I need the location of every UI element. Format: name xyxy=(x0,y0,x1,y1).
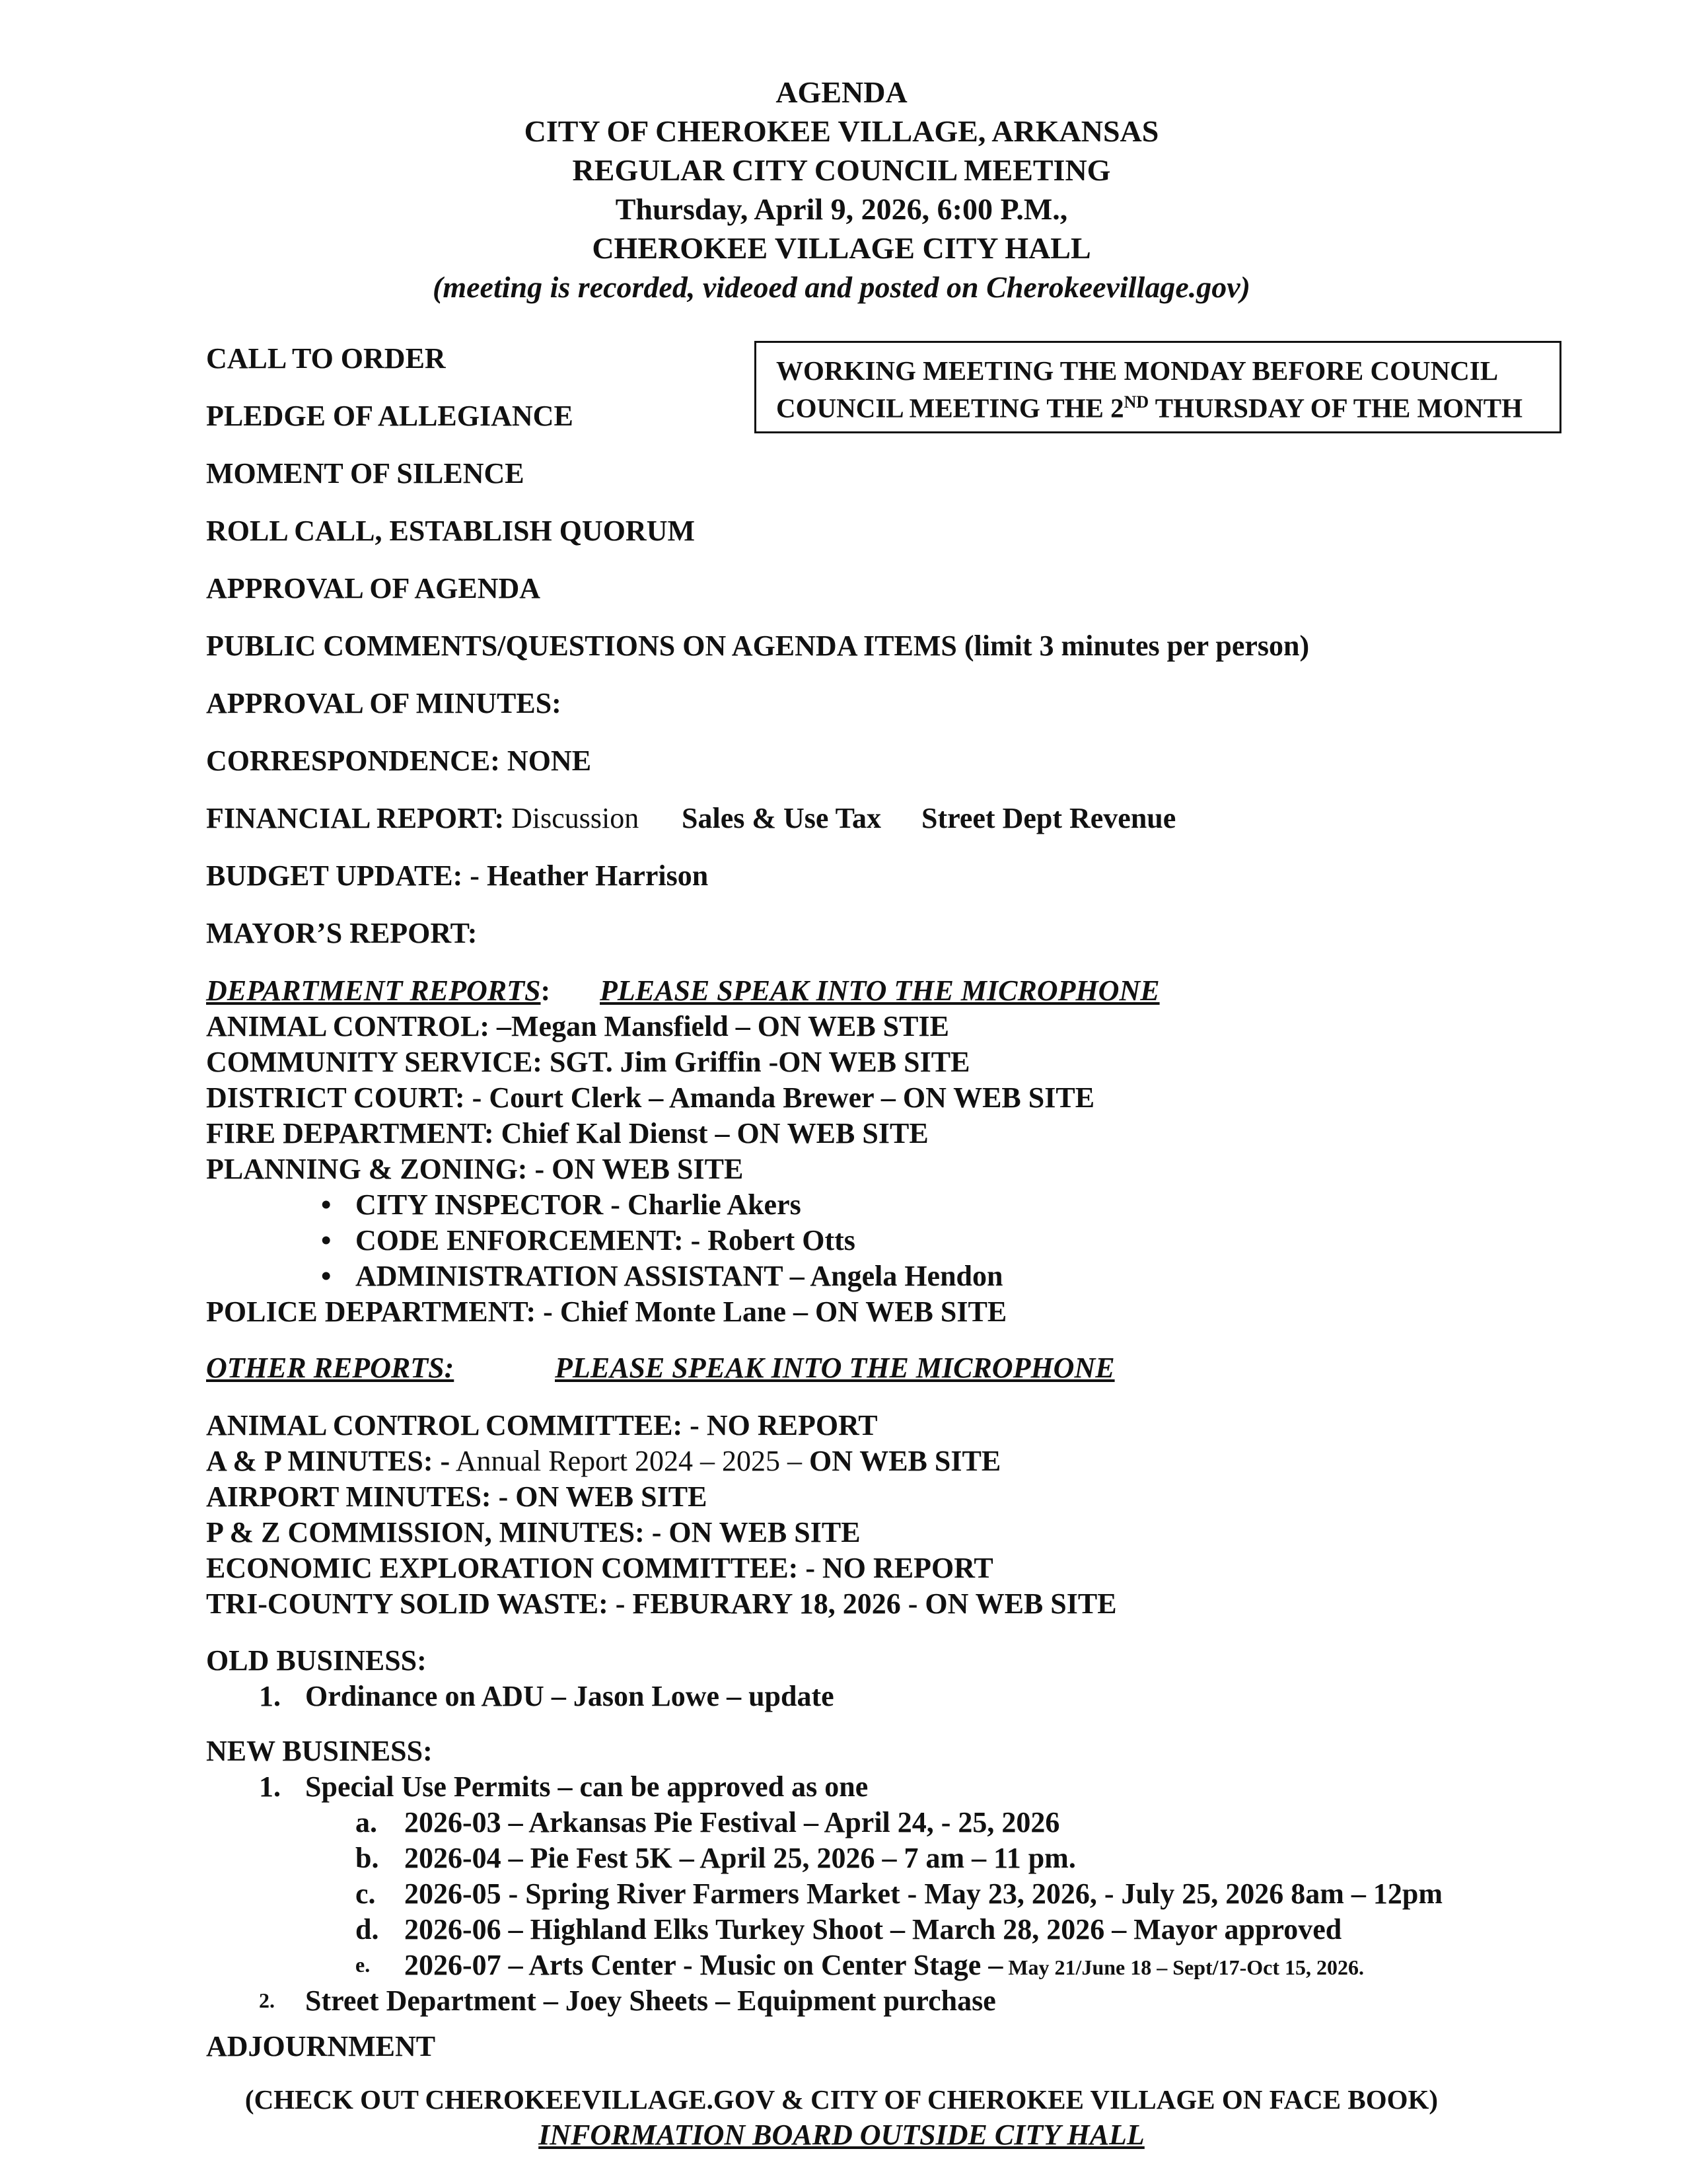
new-business-item-1: Special Use Permits – can be approved as one xyxy=(305,1770,869,1803)
sub-item-letter: d. xyxy=(355,1913,379,1946)
sub-item-letter: c. xyxy=(355,1877,376,1910)
correspondence: CORRESPONDENCE: NONE xyxy=(206,745,592,777)
schedule-line-2: COUNCIL MEETING THE 2ND THURSDAY OF THE MONTH xyxy=(776,392,1522,423)
sub-item: 2026-07 – Arts Center - Music on Center Stage – May 21/June 18 – Sept/17-Oct 15, 2026. xyxy=(404,1949,1364,1981)
animal-control-report: ANIMAL CONTROL: –Megan Mansfield – ON WEB STIE xyxy=(206,1010,949,1042)
airport-minutes: AIRPORT MINUTES: - ON WEB SITE xyxy=(206,1480,707,1513)
public-comments: PUBLIC COMMENTS/QUESTIONS ON AGENDA ITEMS (limit 3 minutes per person) xyxy=(206,630,1310,662)
old-business-number: 1. xyxy=(259,1680,281,1712)
old-business-item: Ordinance on ADU – Jason Lowe – update xyxy=(305,1680,834,1712)
new-business-number-1: 1. xyxy=(259,1770,281,1803)
bullet-icon: • xyxy=(321,1224,332,1256)
pz-commission-minutes: P & Z COMMISSION, MINUTES: - ON WEB SITE xyxy=(206,1516,861,1548)
approval-of-minutes: APPROVAL OF MINUTES: xyxy=(206,687,561,719)
footer-check-out: (CHECK OUT CHEROKEEVILLAGE.GOV & CITY OF CHEROKEE VILLAGE ON FACE BOOK) xyxy=(244,2084,1439,2115)
adjournment: ADJOURNMENT xyxy=(206,2030,436,2062)
list-item: • CODE ENFORCEMENT: - Robert Otts xyxy=(321,1224,855,1256)
mayors-report: MAYOR’S REPORT: xyxy=(206,917,478,949)
police-department-report: POLICE DEPARTMENT: - Chief Monte Lane – ON WEB SITE xyxy=(206,1295,1007,1328)
schedule-notice-box xyxy=(754,341,1561,433)
list-item: • CITY INSPECTOR - Charlie Akers xyxy=(321,1188,801,1221)
sub-item-letter: e. xyxy=(355,1953,371,1977)
financial-sales-tax: Sales & Use Tax xyxy=(682,802,881,834)
economic-exploration-committee: ECONOMIC EXPLORATION COMMITTEE: - NO REPORT xyxy=(206,1552,993,1584)
animal-control-committee: ANIMAL CONTROL COMMITTEE: - NO REPORT xyxy=(206,1409,878,1441)
recording-note: (meeting is recorded, videoed and posted on Cherokeevillage.gov) xyxy=(433,270,1250,304)
department-speak-note: PLEASE SPEAK INTO THE MICROPHONE xyxy=(600,974,1160,1007)
footer-information-board: INFORMATION BOARD OUTSIDE CITY HALL xyxy=(538,2119,1145,2151)
tri-county-solid-waste: TRI-COUNTY SOLID WASTE: - FEBURARY 18, 2026 - ON WEB SITE xyxy=(206,1587,1117,1620)
sub-item: 2026-04 – Pie Fest 5K – April 25, 2026 – 7 am – 11 pm. xyxy=(404,1842,1076,1874)
department-reports-heading: DEPARTMENT REPORTS: xyxy=(206,974,551,1007)
planning-zoning-report: PLANNING & ZONING: - ON WEB SITE xyxy=(206,1153,744,1185)
agenda-header xyxy=(0,73,1683,307)
other-reports-heading: OTHER REPORTS: xyxy=(206,1352,454,1384)
new-business-number-2: 2. xyxy=(259,1988,275,2012)
district-court-report: DISTRICT COURT: - Court Clerk – Amanda Brewer – ON WEB SITE xyxy=(206,1081,1095,1114)
ap-minutes: A & P MINUTES: - Annual Report 2024 – 2025 – ON WEB SITE xyxy=(206,1445,1001,1477)
financial-discussion: Discussion xyxy=(504,802,639,834)
city-name: CITY OF CHEROKEE VILLAGE, ARKANSAS xyxy=(524,114,1159,148)
financial-street-revenue: Street Dept Revenue xyxy=(921,802,1176,834)
approval-of-agenda: APPROVAL OF AGENDA xyxy=(206,572,541,604)
agenda-title: AGENDA xyxy=(775,75,908,109)
sub-item-letter: b. xyxy=(355,1842,379,1874)
pledge-of-allegiance: PLEDGE OF ALLEGIANCE xyxy=(206,400,573,432)
new-business-heading: NEW BUSINESS: xyxy=(206,1735,433,1767)
other-speak-note: PLEASE SPEAK INTO THE MICROPHONE xyxy=(555,1352,1115,1384)
fire-department-report: FIRE DEPARTMENT: Chief Kal Dienst – ON WEB SITE xyxy=(206,1117,929,1149)
sub-item-letter: a. xyxy=(355,1806,377,1838)
call-to-order: CALL TO ORDER xyxy=(206,342,446,375)
sub-item: 2026-06 – Highland Elks Turkey Shoot – March 28, 2026 – Mayor approved xyxy=(404,1913,1342,1946)
sub-item: 2026-05 - Spring River Farmers Market - May 23, 2026, - July 25, 2026 8am – 12pm xyxy=(404,1877,1443,1910)
meeting-type: REGULAR CITY COUNCIL MEETING xyxy=(572,153,1111,187)
list-item: • ADMINISTRATION ASSISTANT – Angela Hendon xyxy=(321,1260,1003,1292)
new-business-item-2: Street Department – Joey Sheets – Equipment purchase xyxy=(305,1984,996,2017)
financial-report-label: FINANCIAL REPORT: xyxy=(206,802,505,834)
old-business-heading: OLD BUSINESS: xyxy=(206,1644,427,1677)
schedule-line-1: WORKING MEETING THE MONDAY BEFORE COUNCIL xyxy=(776,355,1499,386)
roll-call: ROLL CALL, ESTABLISH QUORUM xyxy=(206,515,696,547)
community-service-report: COMMUNITY SERVICE: SGT. Jim Griffin -ON WEB SITE xyxy=(206,1046,970,1078)
moment-of-silence: MOMENT OF SILENCE xyxy=(206,457,524,490)
financial-report xyxy=(206,801,639,835)
meeting-date: Thursday, April 9, 2026, 6:00 P.M., xyxy=(615,192,1068,226)
budget-update: BUDGET UPDATE: - Heather Harrison xyxy=(206,859,709,892)
meeting-location: CHEROKEE VILLAGE CITY HALL xyxy=(592,231,1091,265)
bullet-icon: • xyxy=(321,1188,332,1221)
sub-item: 2026-03 – Arkansas Pie Festival – April 24, - 25, 2026 xyxy=(404,1806,1060,1838)
bullet-icon: • xyxy=(321,1260,332,1292)
